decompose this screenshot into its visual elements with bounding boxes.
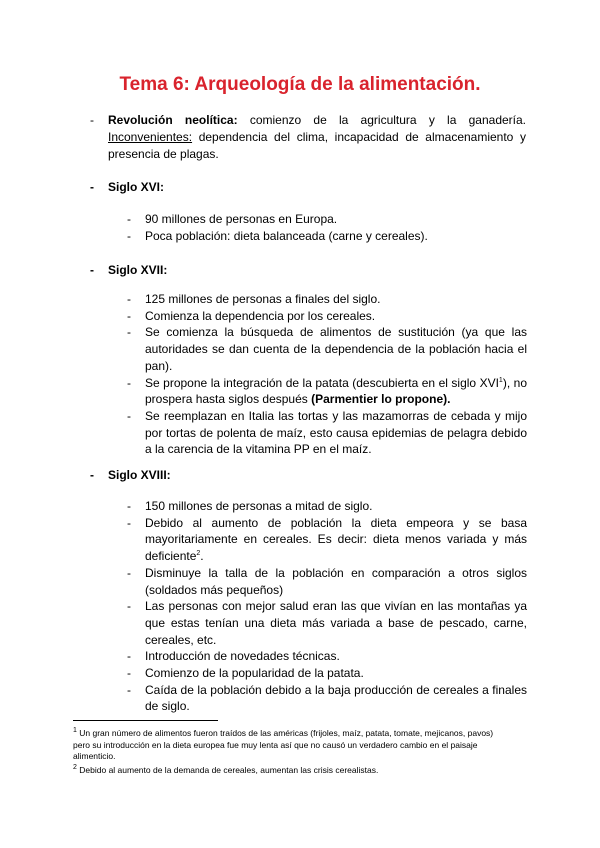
footnote-ref-1[interactable]: 1 — [498, 376, 503, 384]
list-item: - Debido al aumento de población la dieta empeora y se basa mayoritariamente en cereales. Es decir: dieta menos variada y más deficiente$^2$. — [127, 515, 527, 564]
list-item: - Comienza la dependencia por los cereales. — [127, 308, 376, 323]
parmentier-bold: (Parmentier lo propone). — [311, 392, 451, 407]
heading-siglo-xvi — [0, 179, 600, 196]
heading-siglo-xviii — [0, 467, 600, 484]
footnote-1 — [73, 728, 503, 763]
intro-term: Revolución neolítica: — [108, 113, 238, 127]
intro-section — [0, 112, 600, 163]
list-item: - Introducción de novedades técnicas. — [127, 649, 340, 664]
list-siglo-xvii — [0, 291, 600, 458]
intro-text: comienzo de la agricultura y la ganadería. — [237, 113, 526, 127]
heading-text: Siglo XVII: — [108, 263, 168, 277]
footnote-text: Debido al aumento de la demanda de cereales, aumentan las crisis cerealistas. — [76, 765, 379, 775]
footnote-number: 1 — [73, 727, 77, 735]
list-item: - Se propone la integración de la patata (descubierta en el siglo XVI$^1$), no prospera hasta siglos después (Parmentier lo propone). — [127, 375, 527, 407]
section-siglo-xvii — [0, 262, 600, 279]
list-item: - Comienzo de la popularidad de la patata. — [127, 666, 364, 681]
list-item: - 125 millones de personas a finales del siglo. — [127, 292, 381, 306]
list-item: - 150 millones de personas a mitad de siglo. — [127, 499, 373, 513]
heading-text: Siglo XVI: — [108, 180, 165, 194]
list-item: - Las personas con mejor salud eran las que vivían en las montañas ya que estas tenían una dieta más variada a base de pescado, carne, cereales, etc. — [127, 599, 527, 647]
section-siglo-xvi — [0, 179, 600, 196]
inconvenientes-label: Inconvenientes: — [108, 130, 193, 144]
list-siglo-xviii — [0, 498, 600, 715]
footnote-2 — [73, 765, 503, 777]
footnote-number: 2 — [73, 764, 77, 772]
list-item: - Se comienza la búsqueda de alimentos de sustitución (ya que las autoridades se dan cuenta de la dependencia de la población hacia el pan). — [127, 325, 527, 373]
inconvenientes-text: dependencia del clima, incapacidad de almacenamiento y presencia de plagas. — [108, 130, 526, 161]
heading-text: Siglo XVIII: — [108, 468, 171, 482]
dash-bullet: - — [90, 113, 94, 127]
section-siglo-xviii — [0, 467, 600, 484]
page-title: Tema 6: Arqueología de la alimentación. — [119, 74, 481, 95]
list-item: - Caída de la población debido a la baja producción de cereales a finales de siglo. — [127, 682, 527, 714]
list-item: - 90 millones de personas en Europa. — [127, 212, 338, 226]
footnote-ref-2[interactable]: 2 — [196, 550, 201, 558]
list-item: - Disminuye la talla de la población en comparación a otros siglos (soldados más pequeños) — [127, 565, 527, 597]
dash-bullet: - — [90, 180, 94, 194]
heading-siglo-xvii — [0, 262, 600, 279]
list-item: - Poca población: dieta balanceada (carne y cereales). — [127, 228, 428, 243]
dash-bullet: - — [90, 263, 94, 277]
footnote-text: Un gran número de alimentos fueron traídos de las américas (frijoles, maíz, patata, tomate, mejicanos, pavos) pero su introducción en la dieta europea fue muy lenta así que no causó un verdadero cambio en el paisaje alimenticio. — [73, 728, 494, 761]
list-item: - Se reemplazan en Italia las tortas y las mazamorras de cebada y mijo por tortas de polenta de maíz, esto causa epidemias de pelagra debido a la carencia de la vitamina PP en el maíz. — [127, 408, 527, 457]
list-siglo-xvi — [0, 211, 600, 244]
intro-paragraph — [0, 112, 600, 163]
footnote-divider — [73, 720, 218, 721]
dash-bullet: - — [90, 468, 94, 482]
